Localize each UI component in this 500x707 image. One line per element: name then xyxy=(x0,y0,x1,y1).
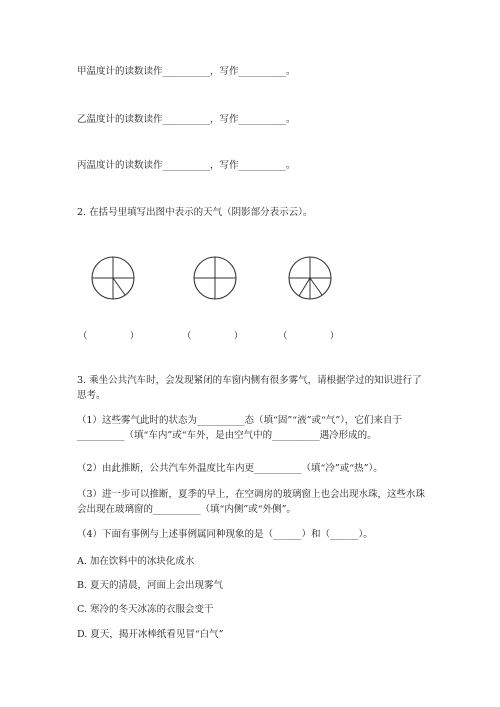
answer-paren-2: （ ） xyxy=(182,331,244,342)
weather-circle-3 xyxy=(285,253,335,303)
weather-circle-2 xyxy=(190,253,240,303)
question-2-title: 2. 在括号里填写出图中表示的天气（阴影部分表示云）。 xyxy=(77,207,313,218)
answer-paren-1: （ ） xyxy=(78,331,140,342)
weather-circle-1 xyxy=(88,253,138,303)
thermometer-a-question: 甲温度计的读数读作__________，写作__________。 xyxy=(77,66,296,77)
question-3-part-2: （2）由此推断，公共汽车外温度比车内更__________（填“冷”或“热”）。 xyxy=(77,463,383,474)
option-c: C. 寒冷的冬天冰冻的衣服会变干 xyxy=(77,604,214,615)
question-3-intro: 3. 乘坐公共汽车时，会发现紧闭的车窗内侧有很多雾气，请根据学过的知识进行了思考。 xyxy=(77,375,422,401)
option-d: D. 夏天，揭开冰棒纸看见冒“白气” xyxy=(77,629,224,640)
option-b: B. 夏天的清晨，河面上会出现雾气 xyxy=(77,580,224,591)
option-a: A. 加在饮料中的冰块化成水 xyxy=(77,556,195,567)
question-3-part-4: （4）下面有事例与上述事例属同种现象的是（______）和（______）。 xyxy=(77,529,373,540)
thermometer-b-question: 乙温度计的读数读作__________，写作__________。 xyxy=(77,114,296,125)
thermometer-c-question: 丙温度计的读数读作__________，写作__________。 xyxy=(77,160,296,171)
question-3-part-1: （1）这些雾气此时的状态为__________态（填“固”“液”或“气”），它们来自于__________（填“车内”或“车外，是由空气中的__________遇冷形成的。 xyxy=(77,415,402,441)
answer-paren-3: （ ） xyxy=(278,331,340,342)
question-3-part-3: （3）进一步可以推断，夏季的早上，在空调房的玻璃窗上也会出现水珠，这些水珠会出现在玻璃窗的__________（填“内侧”或“外侧”。 xyxy=(77,489,426,515)
